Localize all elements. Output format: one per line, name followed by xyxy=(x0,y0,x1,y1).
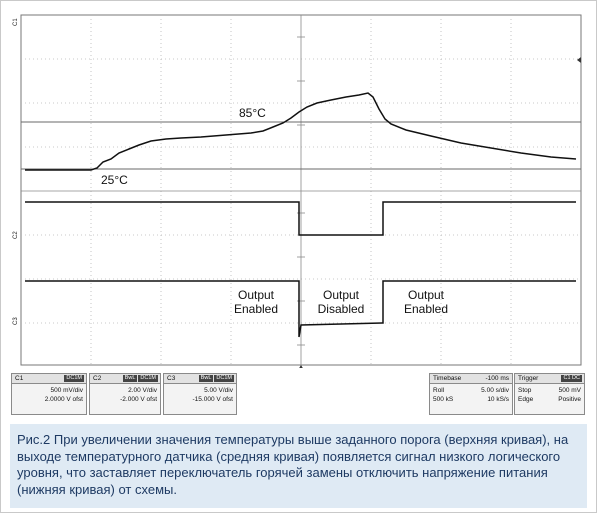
ch3-marker: C3 xyxy=(13,317,19,325)
scope-status-bar xyxy=(11,373,585,415)
channel-box-c1[interactable]: C1 DC1M 500 mV/div 2.0000 V ofst xyxy=(11,373,87,415)
oscilloscope-display xyxy=(11,13,585,368)
temperature-trace xyxy=(25,93,576,170)
trigger-box[interactable]: Trigger C1 DC Stop 500 mV Edge Positive xyxy=(514,373,585,415)
output-enabled-left: Output Enabled xyxy=(233,288,279,316)
sensor-output-trace xyxy=(25,202,576,235)
ch2-marker: C2 xyxy=(13,231,19,239)
supply-voltage-trace xyxy=(25,281,576,337)
figure-caption xyxy=(10,424,587,508)
channel-box-c2[interactable]: C2 BwL DC1M 2.00 V/div -2.000 V ofst xyxy=(89,373,161,415)
temp-low-label: 25°C xyxy=(101,173,128,187)
output-disabled: Output Disabled xyxy=(317,288,365,316)
temp-high-label: 85°C xyxy=(239,106,266,120)
caption-text: Рис.2 При увеличении значения температуры выше заданного порога (верхняя кривая), на выходе температурного датчика (средняя кривая) появляется сигнал низкого логического уровня, что заставляет переключатель горячей замены отключить напряжение питания (нижняя кривая) от схемы. xyxy=(17,432,569,497)
output-enabled-right: Output Enabled xyxy=(403,288,449,316)
oscilloscope-grid xyxy=(11,13,585,368)
channel-box-c3[interactable]: C3 BwL DC1M 5.00 V/div -15.000 V ofst xyxy=(163,373,237,415)
timebase-box[interactable]: Timebase -100 ms Roll 5.00 s/div 500 kS 10 kS/s xyxy=(429,373,513,415)
ch1-marker: C1 xyxy=(13,18,19,26)
